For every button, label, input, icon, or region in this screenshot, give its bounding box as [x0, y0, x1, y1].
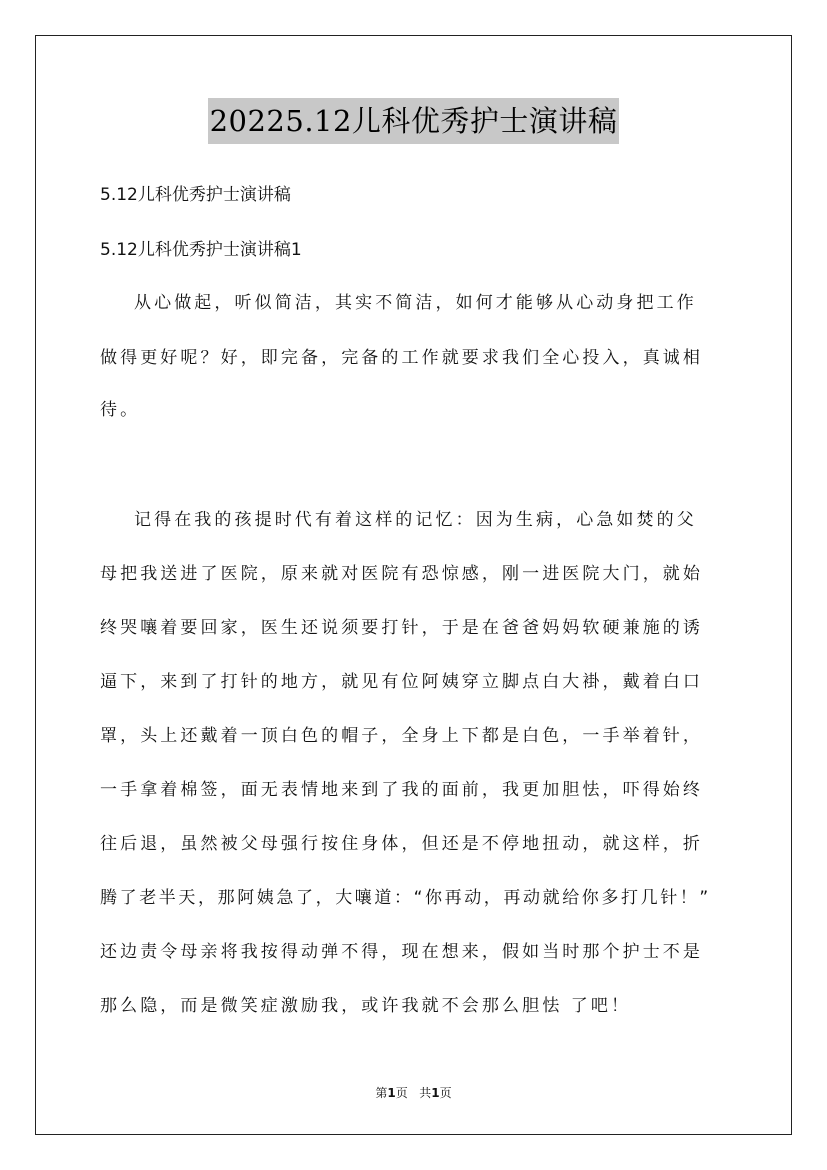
page-label-prefix: 第	[375, 1086, 388, 1100]
page-label-suffix: 页	[395, 1086, 408, 1100]
total-pages: 1	[431, 1086, 440, 1100]
paragraph-line: 终哭嚷着要回家，医生还说须要打针，于是在爸爸妈妈软硬兼施的诱	[100, 618, 703, 638]
total-label-suffix: 页	[439, 1086, 452, 1100]
paragraph-line: 做得更好呢？好，即完备，完备的工作就要求我们全心投入，真诚相	[100, 348, 703, 368]
page-footer	[0, 1084, 827, 1101]
document-subtitle: 5.12儿科优秀护士演讲稿	[100, 185, 291, 205]
paragraph-line: 待。	[100, 400, 141, 420]
paragraph-line: 往后退，虽然被父母强行按住身体，但还是不停地扭动，就这样，折	[100, 834, 703, 854]
paragraph-line: 母把我送进了医院，原来就对医院有恐惊感，刚一进医院大门，就始	[100, 564, 703, 584]
title-container	[0, 98, 827, 144]
paragraph-line: 一手拿着棉签，面无表情地来到了我的面前，我更加胆怯，吓得始终	[100, 780, 703, 800]
paragraph-line: 那么隐，而是微笑症激励我，或许我就不会那么胆怯 了吧！	[100, 996, 632, 1016]
section-heading: 5.12儿科优秀护士演讲稿1	[100, 240, 302, 260]
paragraph-line: 记得在我的孩提时代有着这样的记忆：因为生病，心急如焚的父	[134, 510, 697, 530]
paragraph-line: 还边责令母亲将我按得动弹不得，现在想来，假如当时那个护士不是	[100, 942, 703, 962]
document-title: 20225.12儿科优秀护士演讲稿	[208, 98, 620, 144]
paragraph-line: 腾了老半天，那阿姨急了，大嚷道：“你再动，再动就给你多打几针！”	[100, 888, 711, 908]
paragraph-line: 从心做起，听似简洁，其实不简洁，如何才能够从心动身把工作	[134, 293, 697, 313]
page-number: 1	[387, 1086, 396, 1100]
total-label-prefix: 共	[419, 1086, 432, 1100]
paragraph-line: 罩，头上还戴着一顶白色的帽子，全身上下都是白色，一手举着针，	[100, 726, 703, 746]
paragraph-line: 逼下，来到了打针的地方，就见有位阿姨穿立脚点白大褂，戴着白口	[100, 672, 703, 692]
